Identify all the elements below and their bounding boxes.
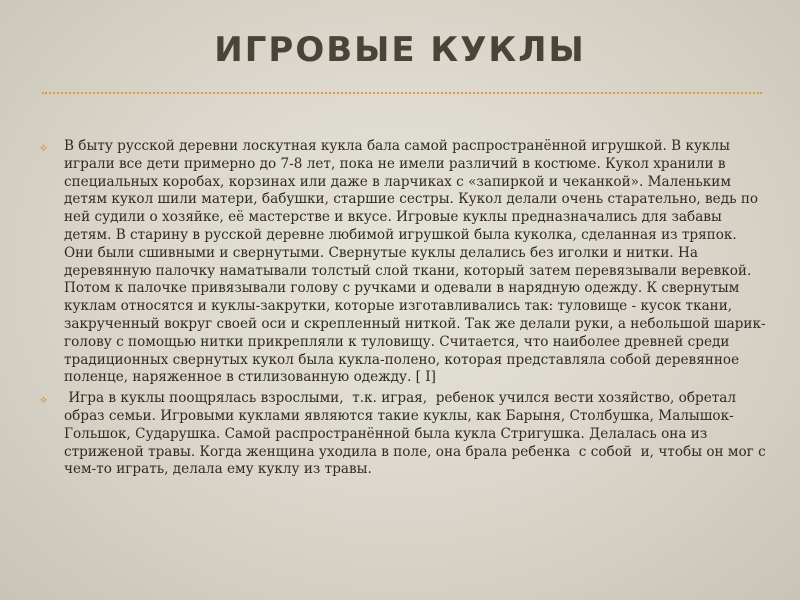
title-divider bbox=[42, 92, 762, 94]
paragraph-2-text: Игра в куклы поощрялась взрослыми, т.к. играя, ребенок учился вести хозяйство, обретал образ семьи. Игровыми куклами являются такие куклы, как Барыня, Столбушка, Малышок-Гольшок, Сударушка. Самой распространённой была кукла Стригушка. Делалась она из стриженой травы. Когда женщина уходила в поле, она брала ребенка с собой и, чтобы он мог с чем-то играть, делала ему куклу из травы. bbox=[64, 390, 771, 478]
paragraph-2 bbox=[40, 390, 770, 479]
paragraph-1 bbox=[40, 138, 770, 387]
bullet-icon: ⟡ bbox=[40, 141, 48, 154]
slide-content bbox=[40, 138, 770, 482]
paragraph-1-text: В быту русской деревни лоскутная кукла бала самой распространённой игрушкой. В куклы играли все дети примерно до 7-8 лет, пока не имели различий в костюме. Кукол хранили в специальных коробах, корзинах или даже в ларчиках с «запиркой и чеканкой». Маленьким детям кукол шили матери, бабушки, старшие сестры. Кукол делали очень старательно, ведь по ней судили о хозяйке, её мастерстве и вкусе. Игровые куклы предназначались для забавы детям. В старину в русской деревне любимой игрушкой была куколка, сделанная из тряпок. Они были сшивными и свернутыми. Свернутые куклы делались без иголки и нитки. На деревянную палочку наматывали толстый слой ткани, который затем перевязывали веревкой. Потом к палочке привязывали голову с ручками и одевали в нарядную одежду. К свернутым куклам относятся и куклы-закрутки, которые изготавливались так: туловище - кусок ткани, закрученный вокруг своей оси и скрепленный ниткой. Так же делали руки, а небольшой шарик-голову с помощью нитки прикрепляли к туловищу. Считается, что наиболее древней среди традиционных свернутых кукол была кукла-полено, которая представляла собой деревянное поленце, наряженное в стилизованную одежду. [ I] bbox=[64, 138, 766, 386]
bullet-icon: ⟡ bbox=[40, 393, 48, 407]
slide-title: ИГРОВЫЕ КУКЛЫ bbox=[214, 30, 586, 70]
